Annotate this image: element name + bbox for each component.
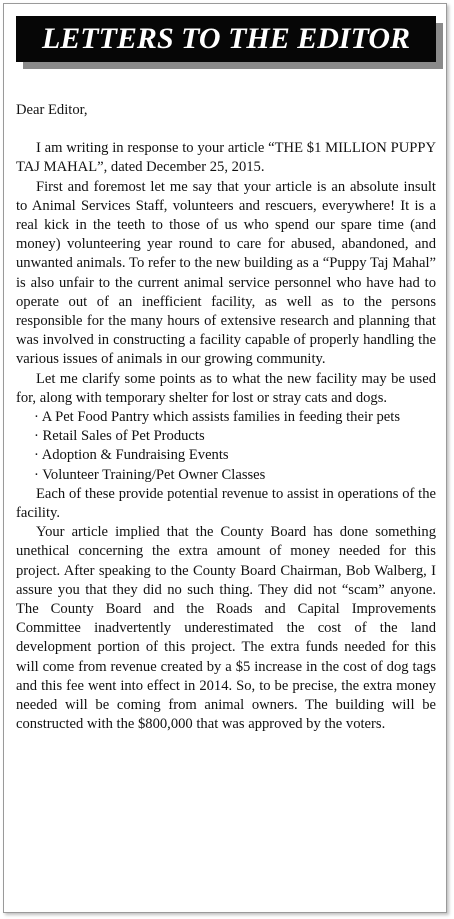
paragraph-revenue: Each of these provide potential revenue to assist in operations of the facility. <box>16 485 436 522</box>
paragraph-intro: I am writing in response to your article “THE $1 MILLION PUPPY TAJ MAHAL”, dated December 25, 2015. <box>16 140 436 176</box>
paragraph-insult: First and foremost let me say that your article is an absolute insult to Animal Services Staff, volunteers and rescuers, everywhere! It is a real kick in the teeth to those of us who spend our spare time (and money) volunteering year round to care for abused, abandoned, and unwanted animals. To refer to the new building as a “Puppy Taj Mahal” is also unfair to the current animal service personnel who have had to operate out of an inefficient facility, as well as to the persons responsible for the many hours of extensive research and planning that was involved in constructing a facility capable of properly handling the various issues of animals in our growing community. <box>16 178 436 368</box>
salutation: Dear Editor, <box>16 102 88 118</box>
letter-body <box>16 101 436 735</box>
list-item: · Retail Sales of Pet Products <box>34 428 205 445</box>
list-item: · A Pet Food Pantry which assists families in feeding their pets <box>34 409 401 426</box>
list-item: · Adoption & Fundraising Events <box>34 447 229 464</box>
clipping-frame <box>3 3 447 913</box>
header-banner <box>16 16 436 62</box>
list-item: · Volunteer Training/Pet Owner Classes <box>34 466 266 483</box>
page-title: LETTERS TO THE EDITOR <box>41 22 411 55</box>
paragraph-county-board: Your article implied that the County Board has done something unethical concerning the extra amount of money needed for this project. After speaking to the County Board Chairman, Bob Walberg, I assure you that they did no such thing. They did not “scam” anyone. The County Board and the Roads and Capital Improvements Committee inadvertently underestimated the cost of the land development portion of this project. The extra funds needed for this will come from revenue created by a $5 increase in the cost of dog tags and this fee went into effect in 2014. So, to be precise, the extra money needed will be coming from animal owners. The building will be constructed with the $800,000 that was approved by the voters. <box>16 524 436 733</box>
paragraph-clarify: Let me clarify some points as to what the new facility may be used for, along with temporary shelter for lost or stray cats and dogs. <box>16 370 436 406</box>
